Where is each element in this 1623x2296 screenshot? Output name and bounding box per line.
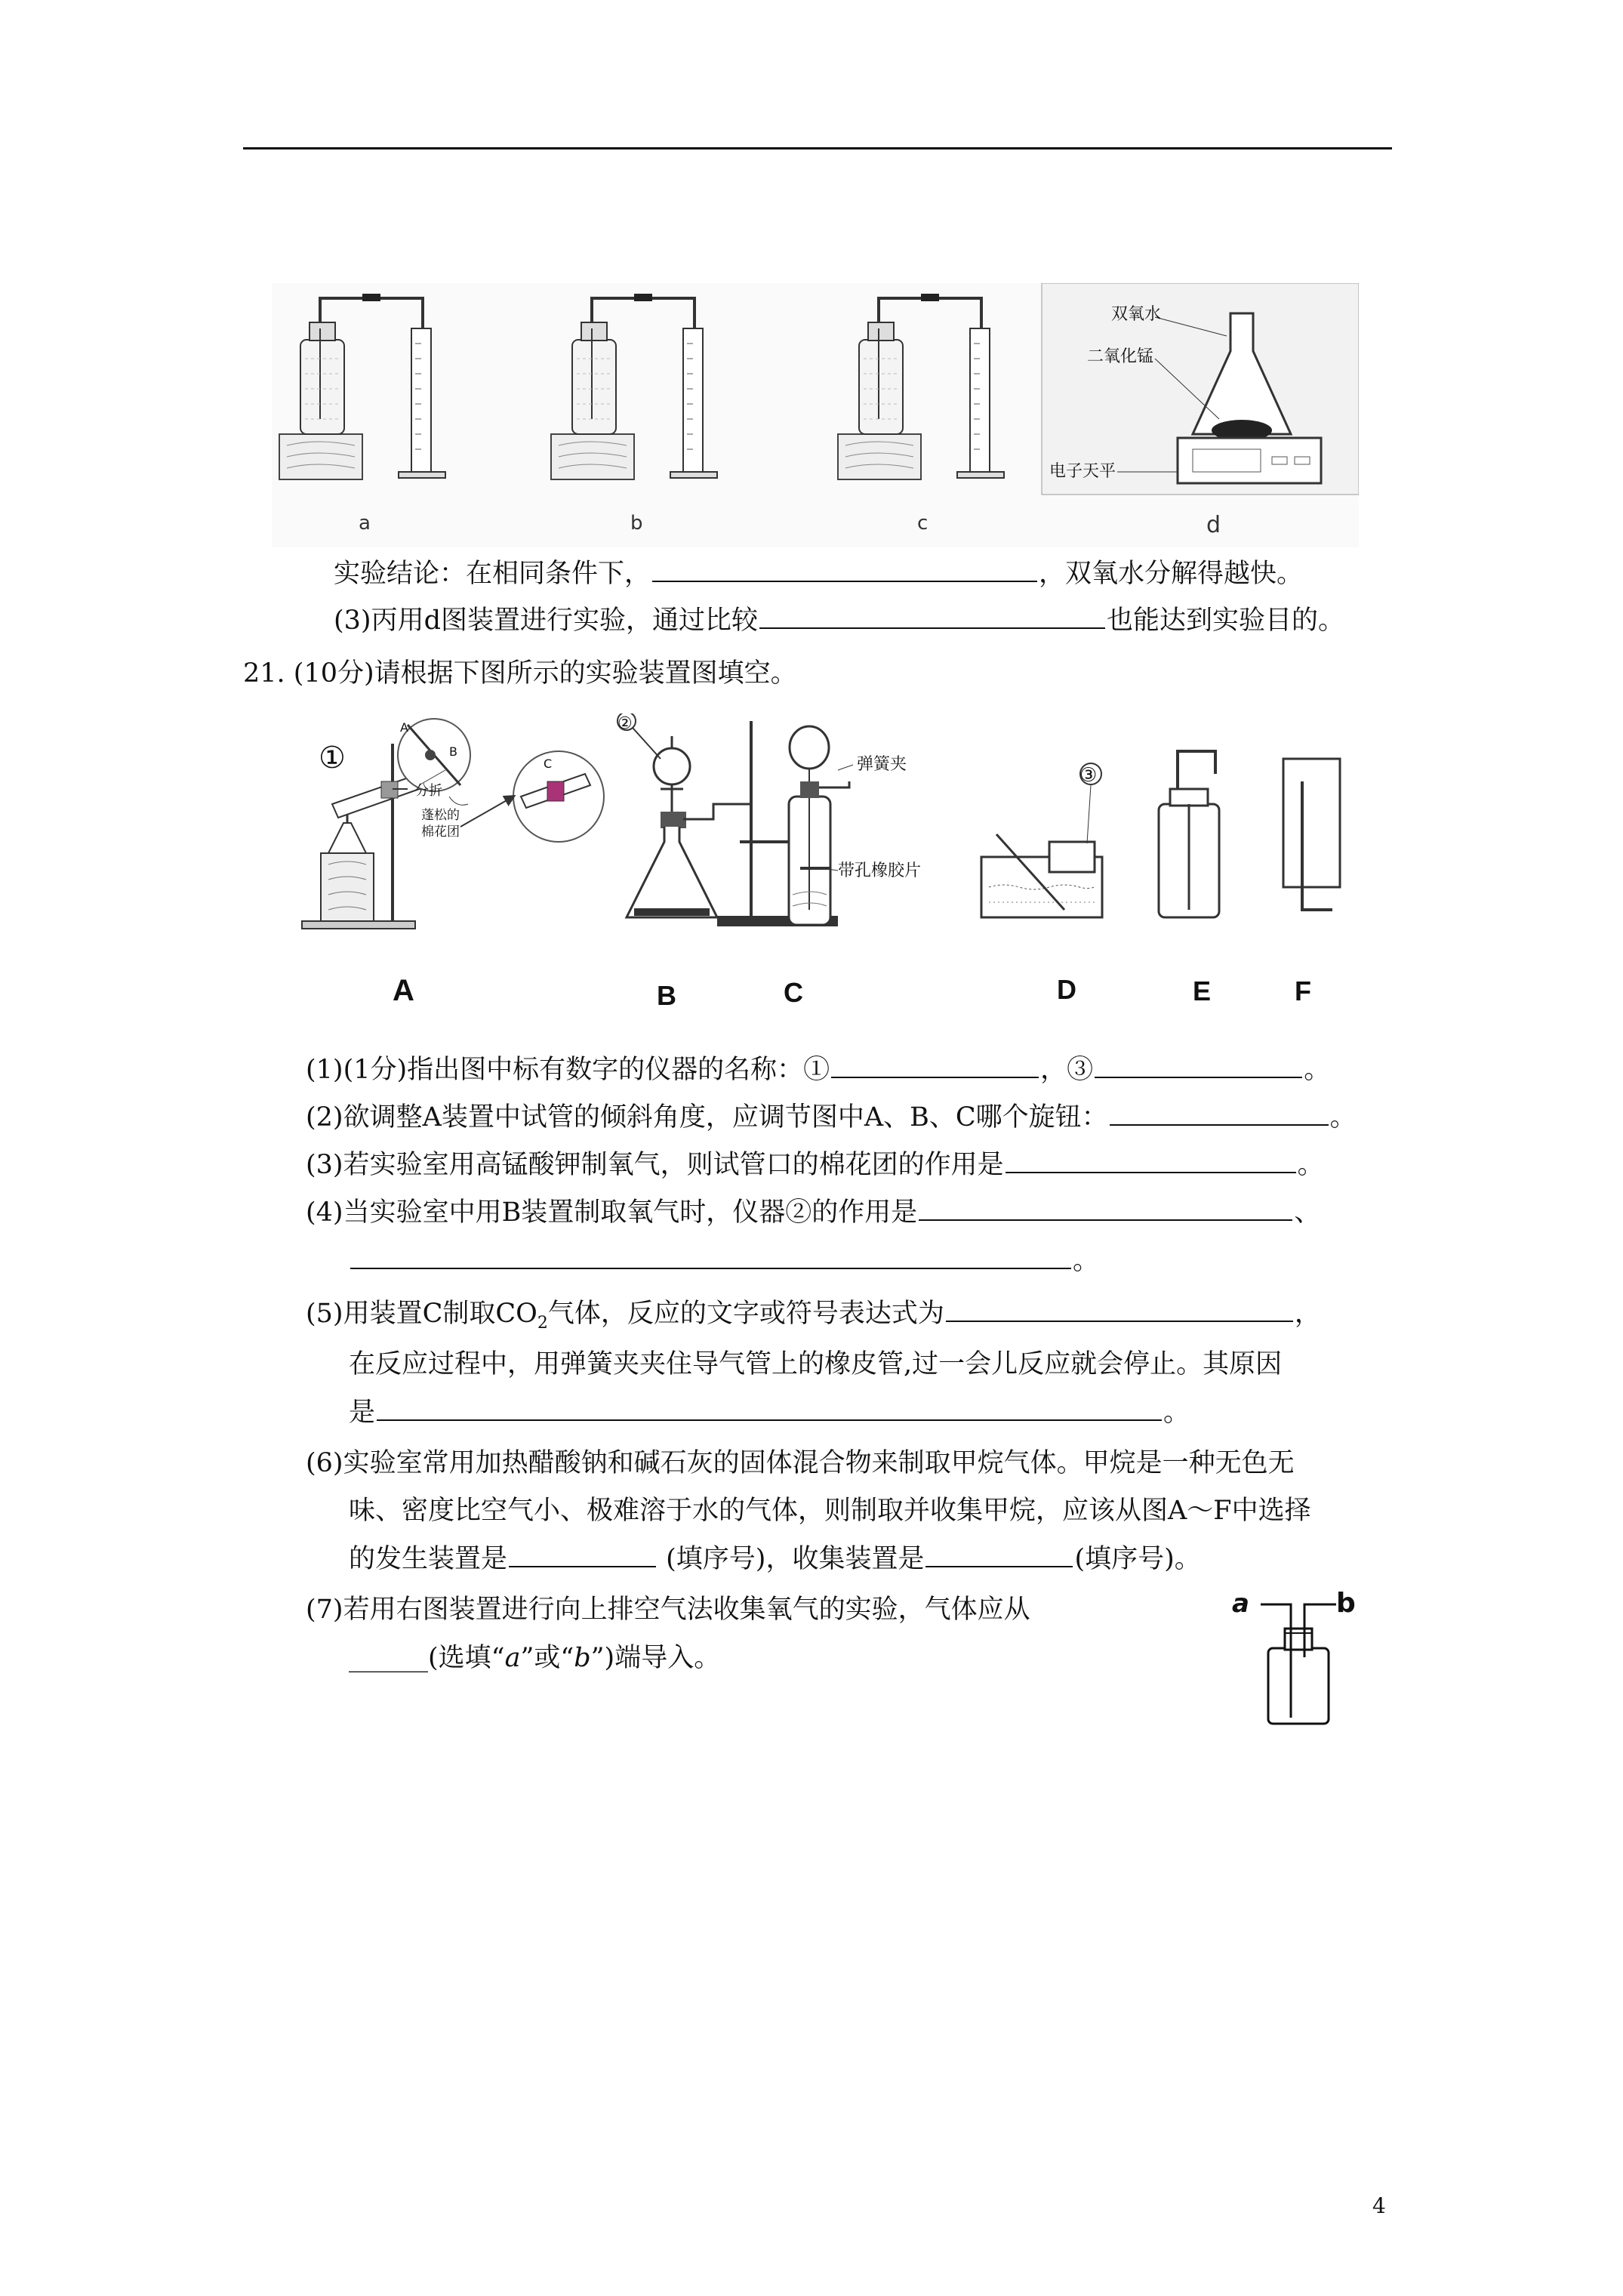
annot-knob-c: C [544,757,553,771]
q21-p4b-post: 。 [1073,1246,1100,1276]
q21-part1 [306,1051,1330,1088]
q21-part4 [306,1194,1320,1231]
q21-p3-post: 。 [1297,1150,1324,1180]
q21-p5-post: 气体，反应的文字或符号表达式为 [547,1299,944,1329]
q21-p4-blank2[interactable] [350,1242,1071,1269]
annot-knob-b: B [449,744,457,759]
q20-part3-pre: (3)丙用d图装置进行实验，通过比较 [334,606,758,636]
q21-p1-post: 。 [1304,1055,1331,1085]
q21-p6-line3-pre: 的发生装置是 [349,1544,508,1574]
q21-p6-line3-mid: (填序号)，收集装置是 [658,1544,925,1574]
header-rule [243,147,1392,149]
apparatus-C [717,721,921,926]
apparatus-E [1159,751,1219,917]
annot-split: 分折 [415,783,442,799]
q21-part3 [306,1146,1324,1183]
q21-p2-pre: (2)欲调整A装置中试管的倾斜角度，应调节图中A、B、C哪个旋钮： [306,1102,1108,1133]
q21-part7-line2 [349,1640,720,1676]
q21-part5-line2: 在反应过程中，用弹簧夹夹住导气管上的橡皮管,过一会儿反应就会停止。其原因 [349,1349,1283,1379]
q21-p2-post: 。 [1329,1102,1357,1133]
fig1-label-b: b [630,512,643,535]
annot-num3: ③ [1079,764,1098,787]
label-C: C [784,977,803,1008]
q21-p7-a: a [504,1643,521,1673]
annot-num2: ② [617,714,633,733]
fig1-label-d: d [1206,512,1221,538]
side-label-b: b [1336,1589,1356,1619]
q21-p4-blank1[interactable] [919,1194,1292,1221]
q21-p7-mid: ”或“ [520,1643,574,1673]
q20-part3-blank[interactable] [759,602,1105,629]
q21-part6-line1: (6)实验室常用加热醋酸钠和碱石灰的固体混合物来制取甲烷气体。甲烷是一种无色无 [306,1448,1295,1478]
q21-p1-mid: ，③ [1040,1055,1094,1085]
q21-p5-blank2[interactable] [377,1394,1162,1421]
q21-part6-line3 [349,1540,1201,1577]
annot-spring-clip: 弹簧夹 [857,755,907,774]
q21-p4-post: 、 [1294,1197,1321,1228]
q21-p5-line3-post: 。 [1163,1398,1190,1428]
q21-p1-blank1[interactable] [831,1051,1039,1078]
apparatus-B [617,713,751,917]
d-label-balance: 电子天平 [1049,462,1116,481]
q21-p7-line2-post: ”)端导入。 [590,1643,721,1673]
annot-cotton-2: 棉花团 [421,824,460,840]
q21-p1-pre: (1)(1分)指出图中标有数字的仪器的名称：① [306,1055,830,1085]
figure-gas-bottle [1223,1589,1359,1729]
label-A: A [393,974,414,1007]
annot-knob-a: A [400,720,408,735]
q21-p3-pre: (3)若实验室用高锰酸钾制氧气，则试管口的棉花团的作用是 [306,1150,1004,1180]
page-number: 4 [1372,2193,1386,2218]
q21-p5-line3-pre: 是 [349,1398,376,1428]
apparatus-d [1042,283,1359,495]
d-label-mno2: 二氧化锰 [1087,347,1154,366]
q20-part3-post: 也能达到实验目的。 [1106,606,1344,636]
q21-p5-end: ， [1294,1299,1321,1329]
q21-part5-line3 [349,1394,1190,1431]
d-label-h2o2: 双氧水 [1111,305,1162,324]
annot-rubber: 带孔橡胶片 [838,861,922,880]
q20-conclusion-pre: 实验结论：在相同条件下， [334,559,651,589]
fig1-label-a: a [359,512,371,535]
q21-part7-line1: (7)若用右图装置进行向上排空气法收集氧气的实验，气体应从 [306,1595,1030,1625]
q20-conclusion [334,555,1303,592]
q21-part6-line2: 味、密度比空气小、极难溶于水的气体，则制取并收集甲烷，应该从图A～F中选择 [349,1496,1311,1526]
label-F: F [1295,975,1311,1006]
apparatus-A [302,719,604,929]
q20-conclusion-post: ，双氧水分解得越快。 [1039,559,1304,589]
q21-part5 [306,1295,1321,1342]
q21-p2-blank[interactable] [1110,1099,1329,1126]
q21-header: 21. (10分)请根据下图所示的实验装置图填空。 [243,658,797,689]
q21-p7-b: b [574,1643,591,1673]
side-label-a: a [1232,1589,1249,1619]
label-B: B [657,980,676,1011]
q21-p5-pre: (5)用装置C制取CO [306,1299,537,1329]
label-D: D [1057,974,1076,1005]
q21-p5-blank[interactable] [946,1295,1293,1322]
q21-p6-blank1[interactable] [509,1540,656,1567]
q20-part3 [334,602,1344,639]
apparatus-F [1283,759,1340,910]
q21-part4-b [349,1242,1099,1279]
q21-p3-blank[interactable] [1006,1146,1296,1173]
annot-cotton: 蓬松的 [421,808,460,823]
fig1-label-c: c [917,512,929,535]
annot-num1: ① [319,741,346,775]
figure-decomposition-apparatus [272,283,1359,547]
q21-p1-blank2[interactable] [1095,1051,1302,1078]
q21-p7-line2-pre: ______(选填“ [349,1643,505,1673]
q21-part2 [306,1099,1357,1136]
q21-p5-sub: 2 [537,1314,548,1333]
q21-p4-pre: (4)当实验室中用B装置制取氧气时，仪器②的作用是 [306,1197,918,1228]
q20-conclusion-blank[interactable] [652,555,1037,582]
label-E: E [1193,975,1212,1006]
q21-p6-line3-post: (填序号)。 [1074,1544,1201,1574]
apparatus-D [981,763,1102,917]
q21-p6-blank2[interactable] [925,1540,1073,1567]
figure-lab-apparatus [287,713,1344,940]
